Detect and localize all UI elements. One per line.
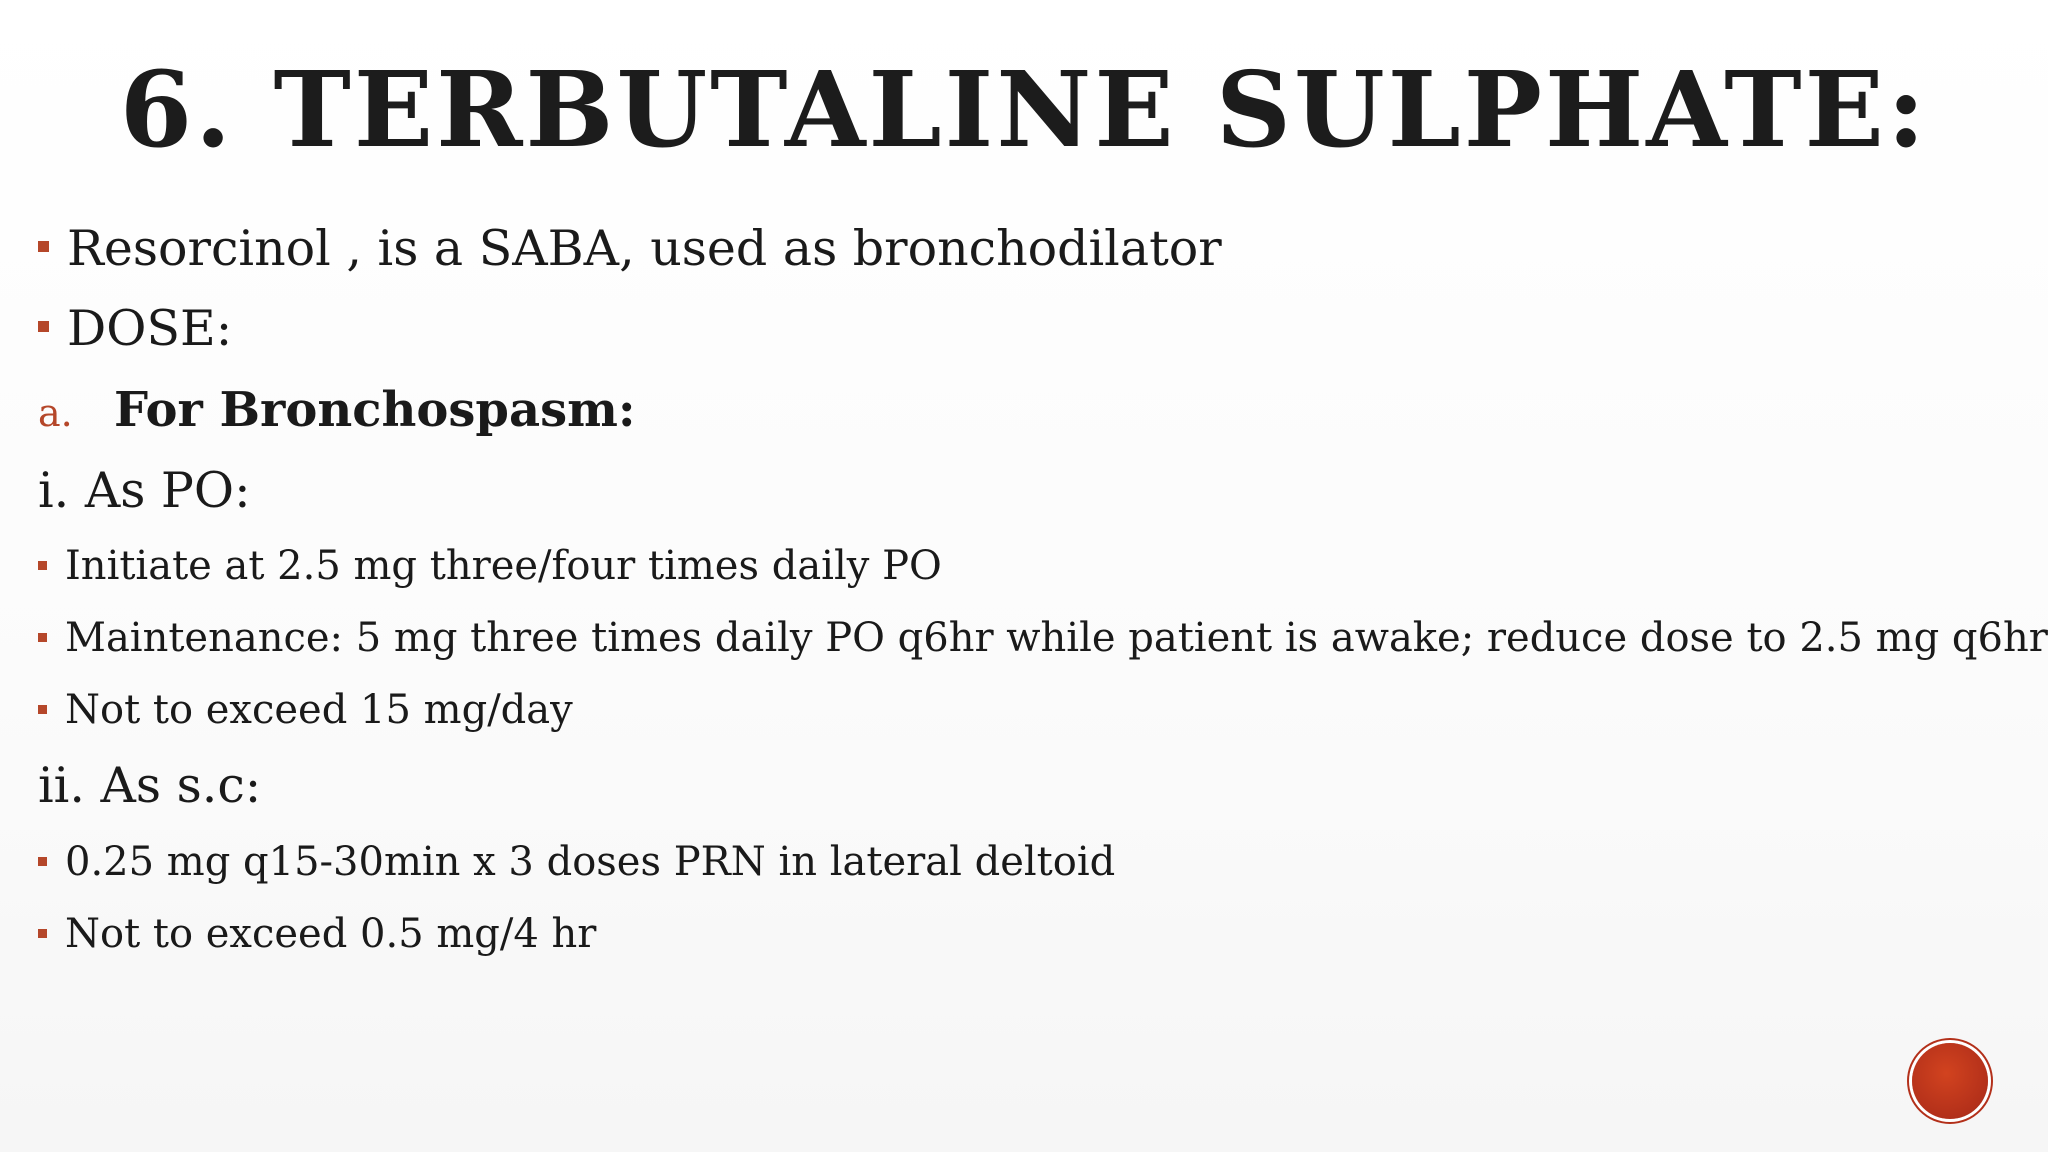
bullet-text: Not to exceed 0.5 mg/4 hr xyxy=(65,911,597,957)
bullet-text: Resorcinol , is a SABA, used as bronchodilator xyxy=(67,220,1222,277)
bullet-line-4 xyxy=(38,615,2048,661)
bullet-line-2 xyxy=(38,300,232,357)
bullet-text: DOSE: xyxy=(67,300,233,357)
square-bullet-icon xyxy=(38,929,47,938)
next-slide-button[interactable] xyxy=(1912,1043,1988,1119)
square-bullet-icon xyxy=(38,241,49,252)
alpha-heading: For Bronchospasm: xyxy=(114,382,636,438)
bullet-text: Initiate at 2.5 mg three/four times daily PO xyxy=(65,543,942,589)
roman-heading-2: ii. As s.c: xyxy=(38,757,262,814)
square-bullet-icon xyxy=(38,633,47,642)
bullet-text: Maintenance: 5 mg three times daily PO q6hr while patient is awake; reduce dose to 2.5 mg q6hr xyxy=(65,615,2048,661)
bullet-line-6 xyxy=(38,839,1115,885)
bullet-text: 0.25 mg q15-30min x 3 doses PRN in lateral deltoid xyxy=(65,839,1116,885)
bullet-line-1 xyxy=(38,220,1222,277)
bullet-line-7 xyxy=(38,911,596,957)
alpha-item xyxy=(38,382,636,438)
square-bullet-icon xyxy=(38,705,47,714)
square-bullet-icon xyxy=(38,561,47,570)
square-bullet-icon xyxy=(38,321,49,332)
bullet-line-5 xyxy=(38,687,573,733)
bullet-text: Not to exceed 15 mg/day xyxy=(65,687,573,733)
slide-title: 6. TERBUTALINE SULPHATE: xyxy=(119,48,1929,171)
square-bullet-icon xyxy=(38,857,47,866)
roman-heading-1: i. As PO: xyxy=(38,462,251,519)
bullet-line-3 xyxy=(38,543,942,589)
alpha-marker: a. xyxy=(38,391,73,435)
